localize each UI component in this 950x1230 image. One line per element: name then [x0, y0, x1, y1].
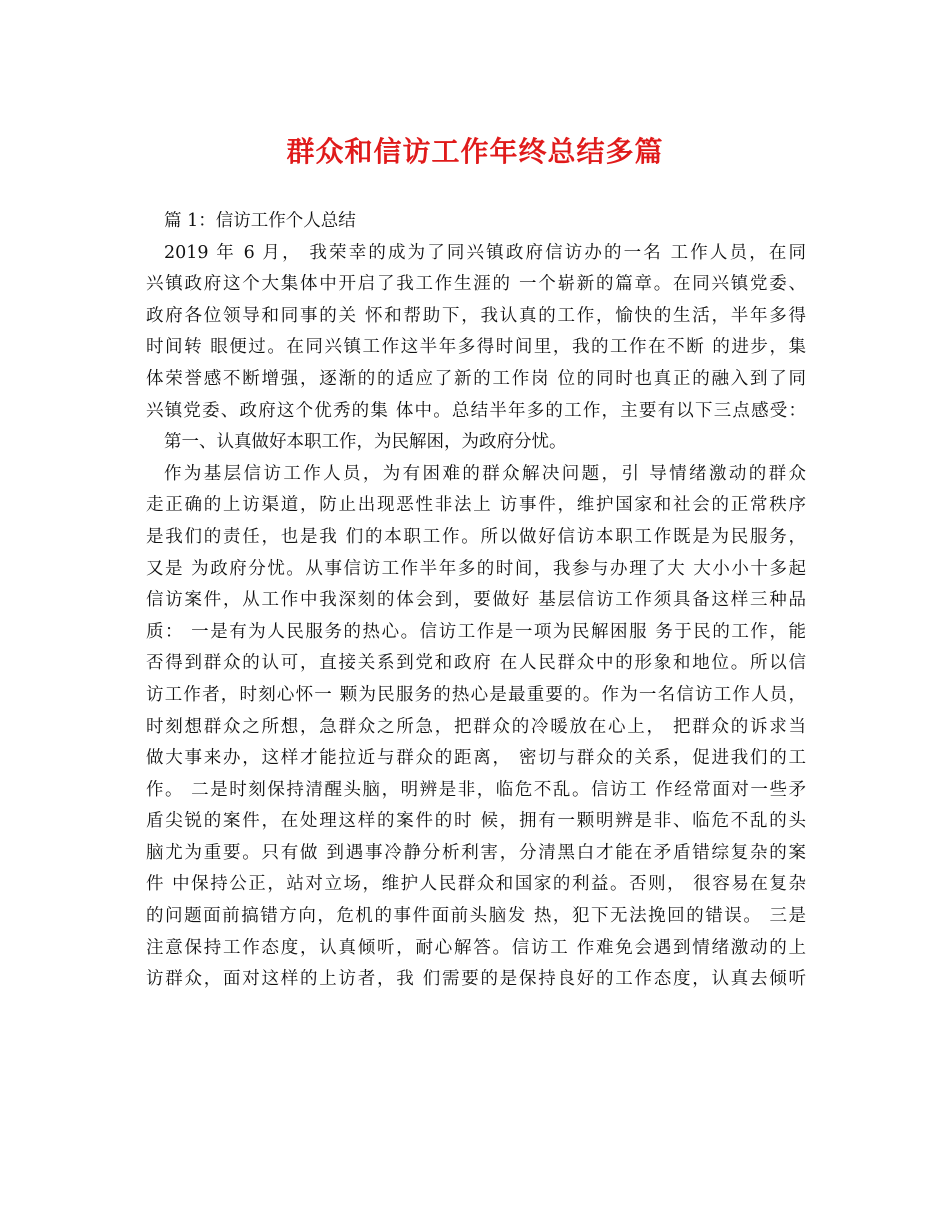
paragraph-line: 体荣誉感不断增强，逐渐的的适应了新的工作岗 位的同时也真正的融入到了同 — [146, 368, 806, 389]
paragraph-line: 脑尤为重要。只有做 到遇事冷静分析利害，分清黑白才能在矛盾错综复杂的案 — [146, 842, 806, 863]
paragraph-line: 件 中保持公正，站对立场，维护人民群众和国家的利益。否则， 很容易在复杂 — [146, 874, 806, 895]
paragraph-line: 是我们的责任，也是我 们的本职工作。所以做好信访本职工作既是为民服务， — [146, 526, 806, 547]
paragraph-line: 注意保持工作态度，认真倾听，耐心解答。信访工 作难免会遇到情绪激动的上 — [146, 937, 806, 958]
paragraph-line: 第一、认真做好本职工作，为民解困，为政府分忧。 — [164, 432, 567, 453]
paragraph-line: 兴镇政府这个大集体中开启了我工作生涯的 一个崭新的篇章。在同兴镇党委、 — [146, 274, 806, 295]
paragraph-line: 否得到群众的认可，直接关系到党和政府 在人民群众中的形象和地位。所以信 — [146, 653, 806, 674]
paragraph-line: 走正确的上访渠道，防止出现恶性非法上 访事件，维护国家和社会的正常秩序 — [146, 495, 806, 516]
paragraph-line: 盾尖锐的案件，在处理这样的案件的时 候，拥有一颗明辨是非、临危不乱的头 — [146, 811, 806, 832]
paragraph-line: 政府各位领导和同事的关 怀和帮助下，我认真的工作，愉快的生活，半年多得 — [146, 305, 806, 326]
paragraph-line: 又是 为政府分忧。从事信访工作半年多的时间，我参与办理了大 大小小十多起 — [146, 558, 806, 579]
paragraph-line: 访群众，面对这样的上访者，我 们需要的是保持良好的工作态度，认真去倾听 — [146, 969, 806, 990]
paragraph-line: 作为基层信访工作人员，为有困难的群众解决问题，引 导情绪激动的群众 — [164, 463, 806, 484]
paragraph-line: 兴镇党委、政府这个优秀的集 体中。总结半年多的工作，主要有以下三点感受： — [146, 400, 806, 421]
document-title: 群众和信访工作年终总结多篇 — [286, 135, 664, 168]
section-heading: 篇 1：信访工作个人总结 — [164, 211, 356, 231]
paragraph-line: 的问题面前搞错方向，危机的事件面前头脑发 热，犯下无法挽回的错误。 三是 — [146, 906, 806, 927]
paragraph-line: 信访案件，从工作中我深刻的体会到，要做好 基层信访工作须具备这样三种品 — [146, 590, 806, 611]
paragraph-line: 做大事来办，这样才能拉近与群众的距离， 密切与群众的关系，促进我们的工 — [146, 748, 806, 769]
paragraph-line: 质： 一是有为人民服务的热心。信访工作是一项为民解困服 务于民的工作，能 — [146, 621, 806, 642]
paragraph-line: 访工作者，时刻心怀一 颗为民服务的热心是最重要的。作为一名信访工作人员， — [146, 684, 806, 705]
document-body — [146, 206, 806, 996]
paragraph-line: 2019 年 6 月， 我荣幸的成为了同兴镇政府信访办的一名 工作人员，在同 — [164, 242, 806, 263]
paragraph-line: 时刻想群众之所想，急群众之所急，把群众的冷暖放在心上， 把群众的诉求当 — [146, 716, 806, 737]
paragraph-line: 时间转 眼便过。在同兴镇工作这半年多得时间里，我的工作在不断 的进步，集 — [146, 337, 806, 358]
paragraph-line: 作。 二是时刻保持清醒头脑，明辨是非，临危不乱。信访工 作经常面对一些矛 — [146, 779, 806, 800]
